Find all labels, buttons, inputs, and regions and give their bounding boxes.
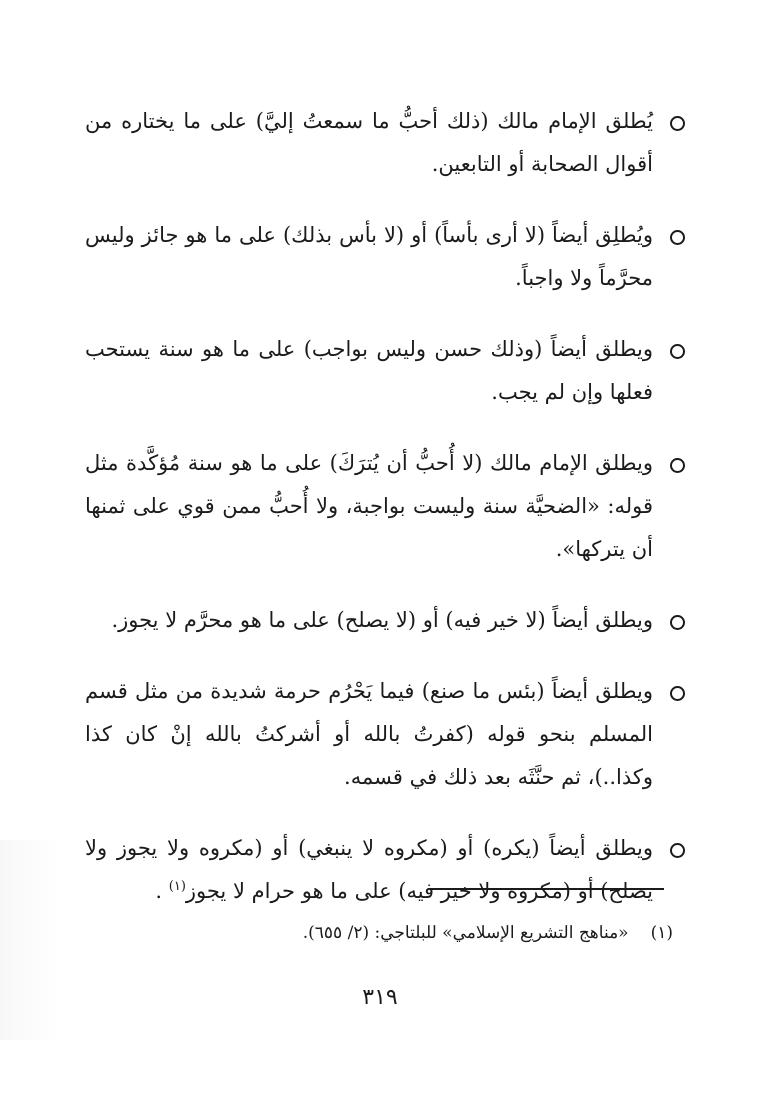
list-item [85, 328, 685, 414]
list-item-text: ويطلق أيضاً (بئس ما صنع) فيما يَحْرُم حرمة شديدة من مثل قسم المسلم بنحو قوله (كفرتُ بالله أو أشركتُ بالله إنْ كان كذا وكذا..)، ثم حنَّثَه بعد ذلك في قسمه. [85, 679, 653, 789]
page-number: ٣١٩ [362, 985, 398, 1010]
list-item-text: يُطلق الإمام مالك (ذلك أحبُّ ما سمعتُ إليَّ) على ما يختاره من أقوال الصحابة أو التابعين. [85, 109, 653, 176]
footnote-number: (١) [650, 923, 673, 943]
list-item [85, 599, 685, 642]
circle-bullet-icon [670, 458, 685, 473]
list-item [85, 827, 685, 913]
list-item [85, 100, 685, 186]
list-item-text [85, 827, 653, 913]
bullet-list [85, 100, 685, 941]
scan-shadow [0, 840, 60, 1040]
footnote [73, 918, 673, 948]
list-item [85, 214, 685, 300]
circle-bullet-icon [670, 686, 685, 701]
footnote-text: «مناهج التشريع الإسلامي» للبلتاجي: (٢/ ٦٥٥). [302, 923, 629, 943]
circle-bullet-icon [670, 230, 685, 245]
list-item-text: ويطلق أيضاً (وذلك حسن وليس بواجب) على ما هو سنة يستحب فعلها وإن لم يجب. [85, 337, 653, 404]
list-item-text: ويطلق أيضاً (لا خير فيه) أو (لا يصلح) على ما هو محرَّم لا يجوز. [111, 608, 653, 632]
footnote-divider [430, 888, 664, 890]
list-item [85, 670, 685, 799]
circle-bullet-icon [670, 615, 685, 630]
list-item-text: ويُطلِق أيضاً (لا أرى بأساً) أو (لا بأس بذلك) على ما هو جائز وليس محرَّماً ولا واجباً. [85, 223, 653, 290]
circle-bullet-icon [670, 843, 685, 858]
list-item [85, 442, 685, 571]
circle-bullet-icon [670, 344, 685, 359]
list-item-text: ويطلق الإمام مالك (لا أُحبُّ أن يُترَكَ) على ما هو سنة مُؤكَّدة مثل قوله: «الضحيَّة سنة وليست بواجبة، ولا أُحبُّ ممن قوي على ثمنها أن يتركها». [85, 451, 653, 561]
list-item-tail: . [155, 879, 163, 903]
circle-bullet-icon [670, 116, 685, 131]
list-item-body: ويطلق أيضاً (يكره) أو (مكروه لا ينبغي) أو (مكروه ولا يجوز ولا يصلح) أو (مكروه ولا خير فيه) على ما هو حرام لا يجوز [85, 836, 653, 903]
footnote-reference[interactable]: (١) [168, 879, 186, 894]
